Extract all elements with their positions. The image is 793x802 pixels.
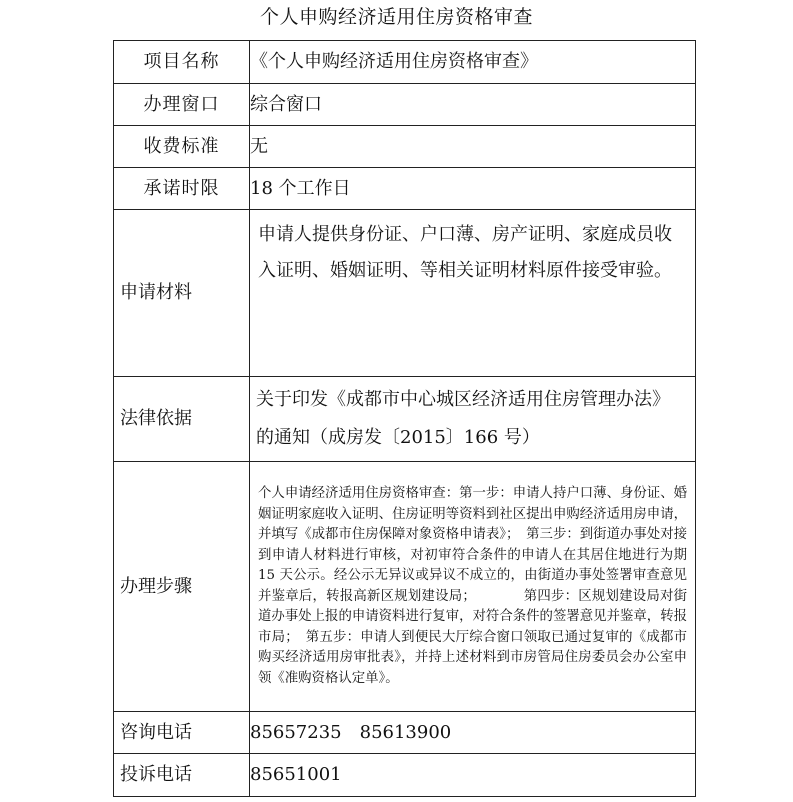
label-materials: 申请材料 [114,210,250,377]
label-consult-phone: 咨询电话 [114,712,250,754]
label-fee: 收费标准 [114,126,250,168]
value-window: 综合窗口 [250,84,696,126]
row-time-limit [114,168,696,210]
value-materials-cell [250,210,696,377]
info-table [113,40,696,797]
label-project-name: 项目名称 [114,41,250,84]
label-procedure: 办理步骤 [114,462,250,712]
value-procedure: 个人申请经济适用住房资格审查：第一步：申请人持户口薄、身份证、婚姻证明家庭收入证明、住房证明等资料到社区提出申购经济适用房申请，并填写《成都市住房保障对象资格申请表》； 第三步：到街道办事处对接到申请人材料进行审核，对初审符合条件的申请人在其居住地进行为期 15 天公示。经公示无异议或异议不成立的，由街道办事处签署审查意见并鉴章后，转报高新区规划建设局； 第四步：区规划建设局对街道办事处上报的申请资料进行复审，对符合条件的签署意见并鉴章，转报市局； 第五步：申请人到便民大厅综合窗口领取已通过复审的《成都市购买经济适用房审批表》，并持上述材料到市房管局住房委员会办公室申领《准购资格认定单》。 [258,486,687,686]
value-fee: 无 [250,126,696,168]
row-complaint-phone [114,754,696,797]
document-title: 个人申购经济适用住房资格审查 [259,6,533,28]
label-complaint-phone: 投诉电话 [114,754,250,797]
row-window [114,84,696,126]
value-time-limit: 18 个工作日 [250,168,696,210]
value-materials: 申请人提供身份证、户口薄、房产证明、家庭成员收入证明、婚姻证明、等相关证明材料原件接受审验。 [258,224,672,281]
value-consult-phone: 85657235 85613900 [250,712,696,754]
row-fee [114,126,696,168]
value-project-name: 《个人申购经济适用住房资格审查》 [250,41,696,84]
value-complaint-phone: 85651001 [250,754,696,797]
row-legal-basis [114,377,696,462]
row-materials [114,210,696,377]
value-procedure-cell [250,462,696,712]
row-procedure [114,462,696,712]
label-window: 办理窗口 [114,84,250,126]
row-project-name [114,41,696,84]
value-legal-basis: 关于印发《成都市中心城区经济适用住房管理办法》的通知（成房发〔2015〕166 号） [256,389,670,448]
value-legal-basis-cell [250,377,696,462]
label-legal-basis: 法律依据 [114,377,250,462]
row-consult-phone [114,712,696,754]
label-time-limit: 承诺时限 [114,168,250,210]
